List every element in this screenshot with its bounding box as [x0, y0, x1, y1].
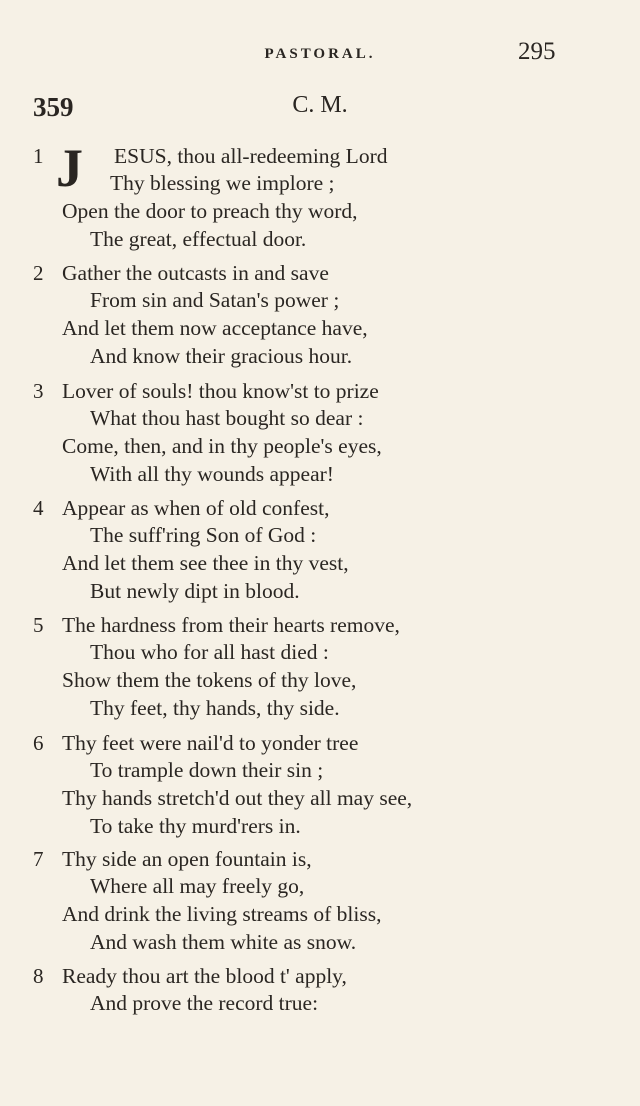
stanza-line: Thy hands stretch'd out they all may see, [62, 786, 413, 810]
stanza-number: 6 [33, 731, 44, 755]
stanza-line: From sin and Satan's power ; [90, 288, 340, 312]
stanza-line: But newly dipt in blood. [90, 579, 300, 603]
hymn-number: 359 [33, 92, 74, 122]
stanza-number: 1 [33, 144, 44, 168]
stanza-line: Where all may freely go, [90, 874, 305, 898]
hymn-meter: C. M. [292, 92, 348, 118]
section-title: PASTORAL. [264, 46, 376, 62]
stanza-line: Thy feet were nail'd to yonder tree [62, 731, 359, 755]
stanza-line: ESUS, thou all-redeeming Lord [114, 144, 388, 168]
stanza-line: Thy side an open fountain is, [62, 847, 312, 871]
stanza-line: Lover of souls! thou know'st to prize [62, 379, 379, 403]
stanza-line: And prove the record true: [90, 991, 319, 1015]
stanza-line: And know their gracious hour. [90, 344, 353, 368]
stanza-number: 2 [33, 261, 44, 285]
stanza-line: What thou hast bought so dear : [90, 406, 364, 430]
stanza-line: The hardness from their hearts remove, [62, 613, 400, 637]
stanza-line: Gather the outcasts in and save [62, 261, 329, 285]
stanza-line: Come, then, and in thy people's eyes, [62, 434, 382, 458]
stanza-line: With all thy wounds appear! [90, 462, 334, 486]
stanza-line: To trample down their sin ; [90, 758, 324, 782]
stanza-number: 5 [33, 613, 44, 637]
stanza-number: 4 [33, 496, 44, 520]
page-number: 295 [518, 38, 556, 65]
stanza-line: Open the door to preach thy word, [62, 199, 358, 223]
stanza-line: Ready thou art the blood t' apply, [62, 964, 347, 988]
drop-cap: J [56, 138, 83, 198]
stanza-line: To take thy murd'rers in. [90, 814, 301, 838]
stanza-line: Thou who for all hast died : [90, 640, 329, 664]
stanza-line: The suff'ring Son of God : [90, 523, 317, 547]
stanza-number: 7 [33, 847, 44, 871]
stanza-line: Thy feet, thy hands, thy side. [90, 696, 340, 720]
stanza-number: 8 [33, 964, 44, 988]
stanza-line: And drink the living streams of bliss, [62, 902, 382, 926]
stanza-line: And let them now acceptance have, [62, 316, 368, 340]
stanza-line: And let them see thee in thy vest, [62, 551, 349, 575]
stanza-line: The great, effectual door. [90, 227, 307, 251]
stanza-line: And wash them white as snow. [90, 930, 357, 954]
stanza-line: Appear as when of old confest, [62, 496, 330, 520]
stanza-line: Show them the tokens of thy love, [62, 668, 357, 692]
stanza-number: 3 [33, 379, 44, 403]
stanza-line: Thy blessing we implore ; [110, 171, 335, 195]
